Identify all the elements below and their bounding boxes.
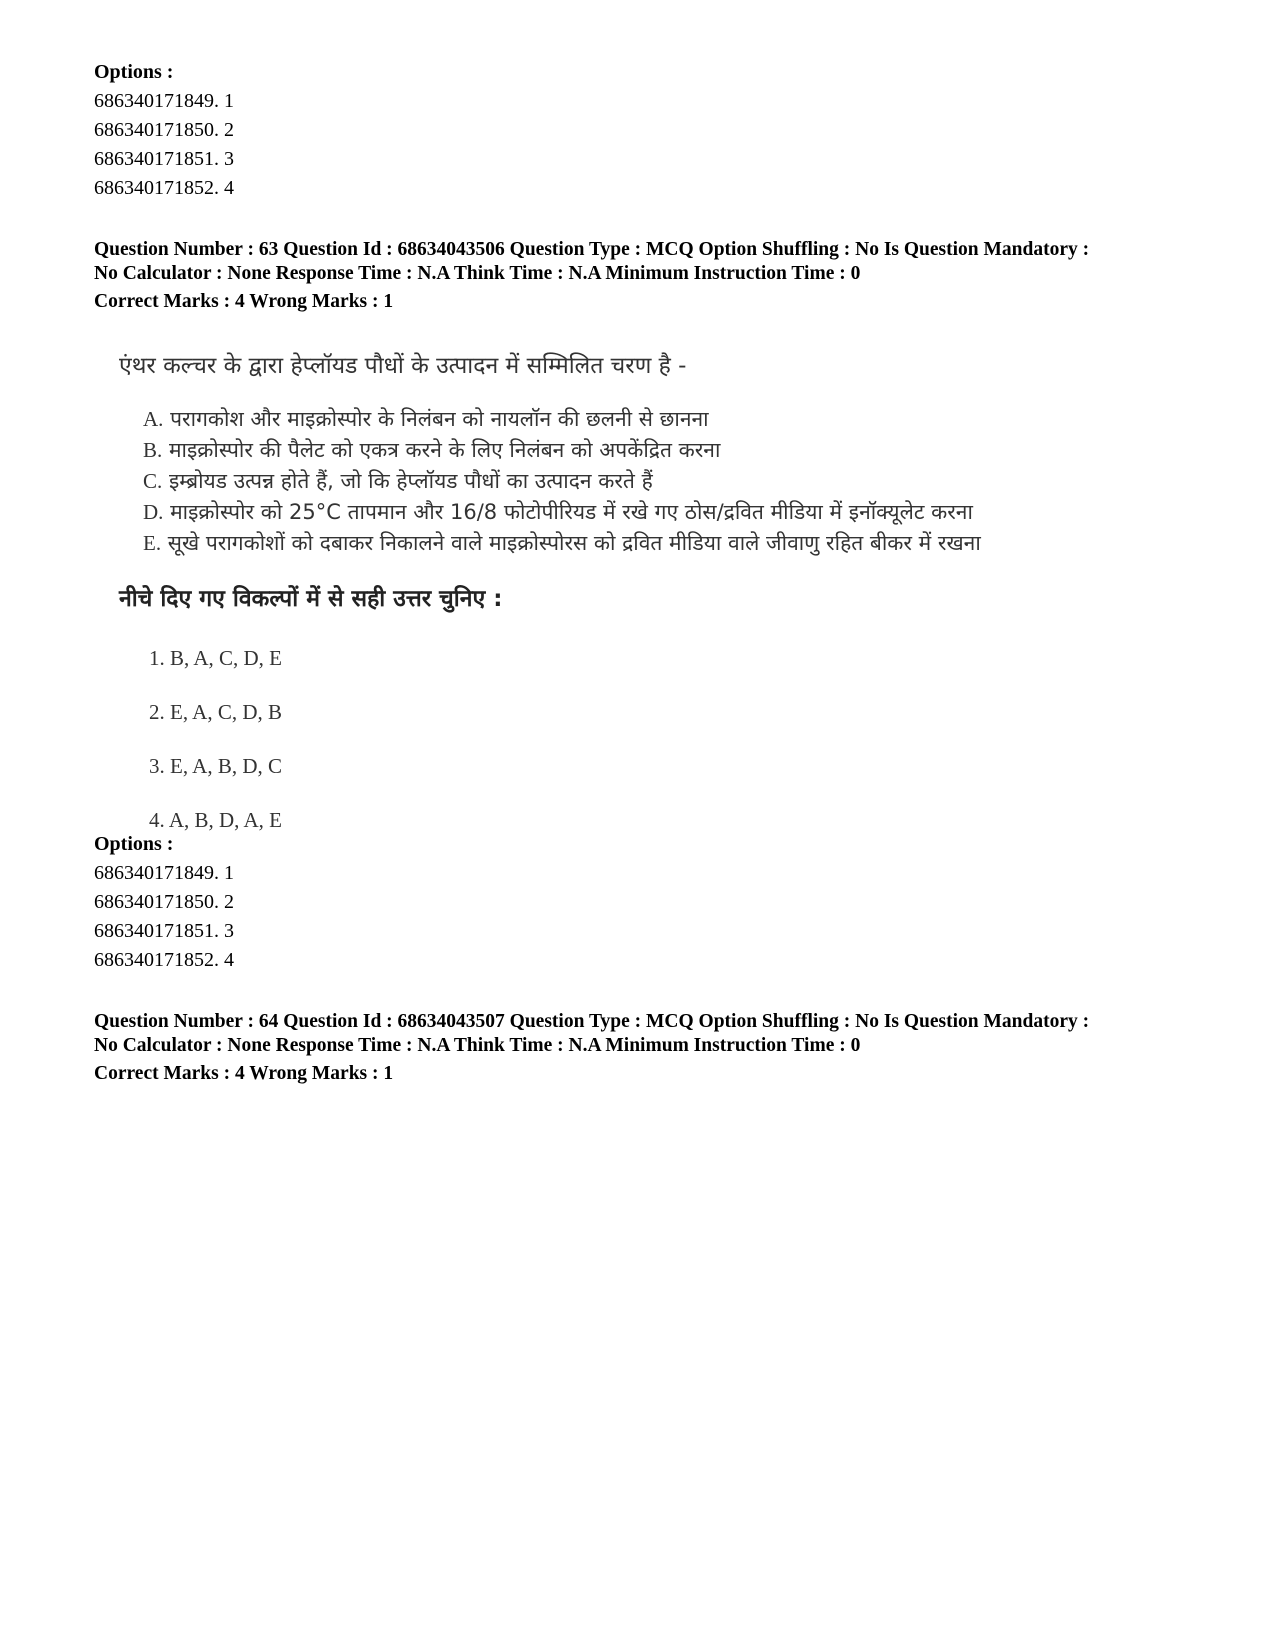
options-label: Options : [94,833,174,855]
question-meta-line: Question Number : 64 Question Id : 68634043507 Question Type : MCQ Option Shuffling : No Is Question Mandatory : [94,1011,1090,1032]
statement-item [143,466,1159,497]
marks-line: Correct Marks : 4 Wrong Marks : 1 [94,291,394,312]
statement-text: माइक्रोस्पोर को 25°C तापमान और 16/8 फोटोपीरियड में रखे गए ठोस/द्रवित मीडिया में इनॉक्यूलेट करना [170,500,973,524]
question-meta-line: Question Number : 63 Question Id : 68634043506 Question Type : MCQ Option Shuffling : No Is Question Mandatory : [94,239,1090,260]
statement-text: परागकोश और माइक्रोस्पोर के निलंबन को नायलॉन की छलनी से छानना [170,407,709,431]
statement-letter: A. [143,407,164,431]
option-id-line: 686340171852. 4 [94,177,234,199]
statement-item [143,528,1159,559]
statement-letter: B. [143,438,163,462]
statement-text: माइक्रोस्पोर की पैलेट को एकत्र करने के लिए निलंबन को अपकेंद्रित करना [168,438,721,462]
options-label: Options : [94,61,174,83]
statement-letter: C. [143,469,163,493]
answer-choice: 1. B, A, C, D, E [149,646,283,670]
option-id-line: 686340171852. 4 [94,949,234,971]
marks-line: Correct Marks : 4 Wrong Marks : 1 [94,1063,394,1084]
answer-choice: 2. E, A, C, D, B [149,700,283,724]
question-63-body [119,348,1159,847]
option-id-line: 686340171849. 1 [94,90,234,112]
option-id-line: 686340171849. 1 [94,862,234,884]
option-id-line: 686340171850. 2 [94,891,234,913]
question-63-header [94,238,1089,333]
answer-choice: 4. A, B, D, A, E [149,808,283,832]
statement-letter: E. [143,531,162,555]
option-id-line: 686340171851. 3 [94,148,234,170]
option-id-line: 686340171851. 3 [94,920,234,942]
statement-text: सूखे परागकोशों को दबाकर निकालने वाले माइक्रोस्पोरस को द्रवित मीडिया वाले जीवाणु रहित बीकर में रखना [167,531,981,555]
answer-choice: 3. E, A, B, D, C [149,754,283,778]
question-meta-line: No Calculator : None Response Time : N.A Think Time : N.A Minimum Instruction Time : 0 [94,1035,861,1056]
statement-item [143,435,1159,466]
statement-item [143,497,1159,528]
question-stem: एंथर कल्चर के द्वारा हेप्लॉयड पौधों के उत्पादन में सम्मिलित चरण है - [119,353,687,379]
option-id-line: 686340171850. 2 [94,119,234,141]
question-63-options [94,830,234,975]
previous-options-block [94,58,234,203]
instruction-text: नीचे दिए गए विकल्पों में से सही उत्तर चुनिए : [119,586,503,612]
statement-text: इम्ब्रोयड उत्पन्न होते हैं, जो कि हेप्लॉयड पौधों का उत्पादन करते हैं [168,469,653,493]
question-64-header [94,1010,1089,1105]
statement-item [143,404,1159,435]
statement-letter: D. [143,500,164,524]
question-meta-line: No Calculator : None Response Time : N.A Think Time : N.A Minimum Instruction Time : 0 [94,263,861,284]
